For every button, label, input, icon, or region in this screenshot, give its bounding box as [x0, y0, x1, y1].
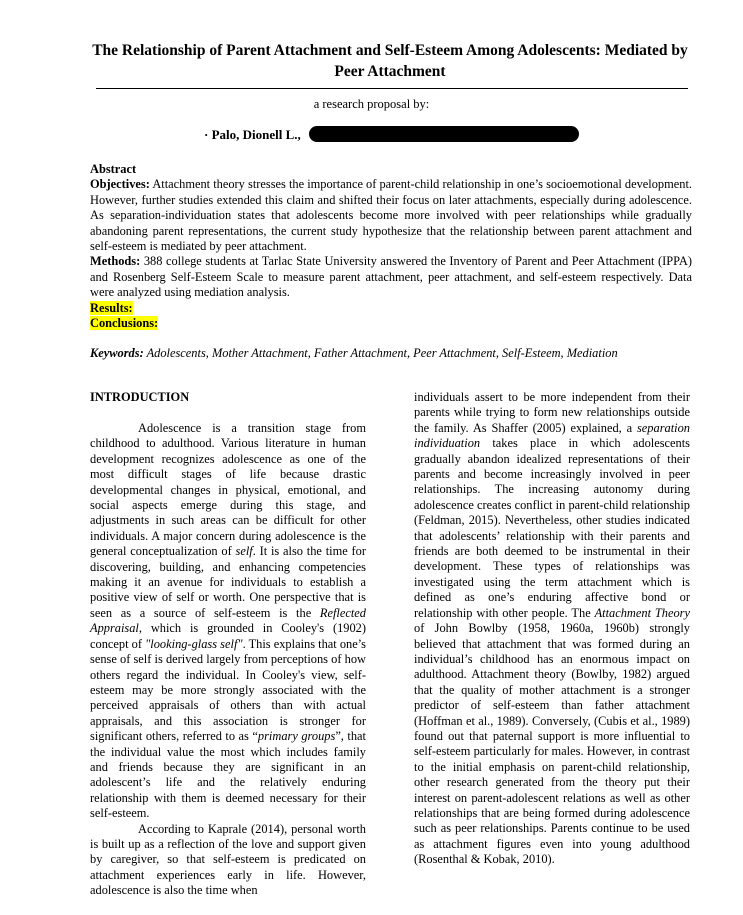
methods-label: Methods: — [90, 254, 141, 269]
text-run-italic: primary groups — [257, 729, 336, 744]
text-run: takes place in which adolescents gradually abandon idealized representations of their parents and become increasingly involved in peer relationships. The increasing autonomy during adolescence creates conflict in parent-child relationship (Feldman, 2015). Nevertheless, other studies indicated that adolescents’ relationship with their parents and friends are both deemed to be instrumental in their development. These types of relationships was investigated using the term attachment which is defined as one’s enduring affective bond or relationship with other people. The — [414, 436, 690, 620]
text-run: ”, that the individual value the most which includes family and friends because they are significant in an adolescent’s life and the relatively enduring relationship with them is deemed necessary for their self-esteem. — [90, 729, 367, 821]
intro-paragraph-1 — [90, 421, 366, 822]
intro-paragraph-3 — [414, 390, 690, 868]
results-label: Results: — [90, 300, 133, 315]
author-name: · Palo, Dionell L., — [204, 127, 301, 142]
text-run-italic: Attachment Theory — [594, 605, 690, 620]
intro-paragraph-2: According to Kaprale (2014), personal worth is built up as a reflection of the love and support given by caregiver, so that self-esteem is predicated on attachment experiences early in life. However, adolescence is also the time when — [90, 821, 366, 898]
intro-left-column — [90, 421, 366, 899]
text-run-italic: Reflected Appraisal — [90, 605, 366, 636]
abstract-objectives — [90, 177, 692, 254]
proposal-subtitle: a research proposal by: — [313, 97, 430, 111]
abstract-heading: Abstract — [90, 162, 137, 176]
introduction-heading: INTRODUCTION — [90, 390, 190, 404]
abstract-section — [90, 162, 692, 331]
text-run: of John Bowlby (1958, 1960a, 1960b) strongly believed that attachment that was formed during an individual’s childhood has an enormous impact on adulthood. Attachment theory (Bowlby, 1982) argued that the quality of mother attachment is a stronger predictor of self-esteem than father attachment (Hoffman et al., 1989). Conversely, (Cubis et al., 1989) found out that paternal support is more influential to self-esteem particularly for males. However, in contrast to the initial emphasis on parent-child relationship, other research generated from the theory put their interest on parent-adolescent relations as well as other relationships that are being formed during adolescence such as peer relationships. Parents continue to be used as attachment figures even into young adulthood (Rosenthal & Kobak, 2010). — [414, 621, 690, 867]
methods-text: 388 college students at Tarlac State University answered the Inventory of Parent and Peer Attachment (IPPA) and Rosenberg Self-Esteem Scale to measure parent attachment, peer attachment, and self-esteem respectively. Data were analyzed using mediation analysis. — [90, 254, 692, 300]
intro-right-column — [414, 390, 690, 868]
objectives-label: Objectives: — [90, 177, 150, 192]
text-run: individuals assert to be more independent from their parents while trying to form new relationships outside the family. As Shaffer (2005) explained, a — [414, 390, 690, 435]
abstract-methods — [90, 254, 692, 300]
text-run: . This explains that one’s sense of self is derived largely from perceptions of how others regard the individual. In Cooley's view, self-esteem may be more strongly associated with the perceived appraisals of others than with actual appraisals, and this association is stronger for significant others, referred to as “ — [90, 636, 366, 744]
text-run-italic: self — [235, 544, 253, 559]
redaction-bar — [309, 126, 579, 142]
objectives-text: Attachment theory stresses the importance of parent-child relationship in one’s socioemotional development. However, further studies extended this claim and shifted their focus on later attachments, especially during adolescence. As separation-individuation states that adolescents become more involved with peer relationships while gradually abandoning parent representations, the current study hypothesize that the relationship between parent attachment and self-esteem is mediated by peer attachment. — [90, 177, 693, 254]
title-divider — [96, 88, 688, 89]
text-run-italic: separation individuation — [414, 420, 690, 451]
keywords-text: Adolescents, Mother Attachment, Father Attachment, Peer Attachment, Self-Esteem, Mediation — [146, 346, 618, 360]
text-run: , which is grounded in Cooley's (1902) concept of — [90, 621, 366, 651]
paper-title: The Relationship of Parent Attachment and Self-Esteem Among Adolescents: Mediated by Peer Attachment — [92, 42, 688, 80]
conclusions-label: Conclusions: — [90, 316, 159, 331]
keywords-label: Keywords: — [90, 346, 144, 360]
text-run: Adolescence is a transition stage from childhood to adulthood. Various literature in human development recognizes adolescence as one of the most difficult stages of life because drastic developmental changes in physical, emotional, and social aspects emerge during this stage, and adjustments in such areas can be difficult for other individuals. A major concern during adolescence is the general conceptualization of — [90, 421, 366, 559]
keywords-line — [90, 346, 700, 361]
text-run-italic: "looking-glass self" — [145, 636, 243, 651]
text-run: . It is also the time for discovering, building, and enhancing competencies making it an avenue for individuals to establish a positive view of self or worth. One perspective that is seen as a source of self-esteem is the — [90, 544, 366, 620]
